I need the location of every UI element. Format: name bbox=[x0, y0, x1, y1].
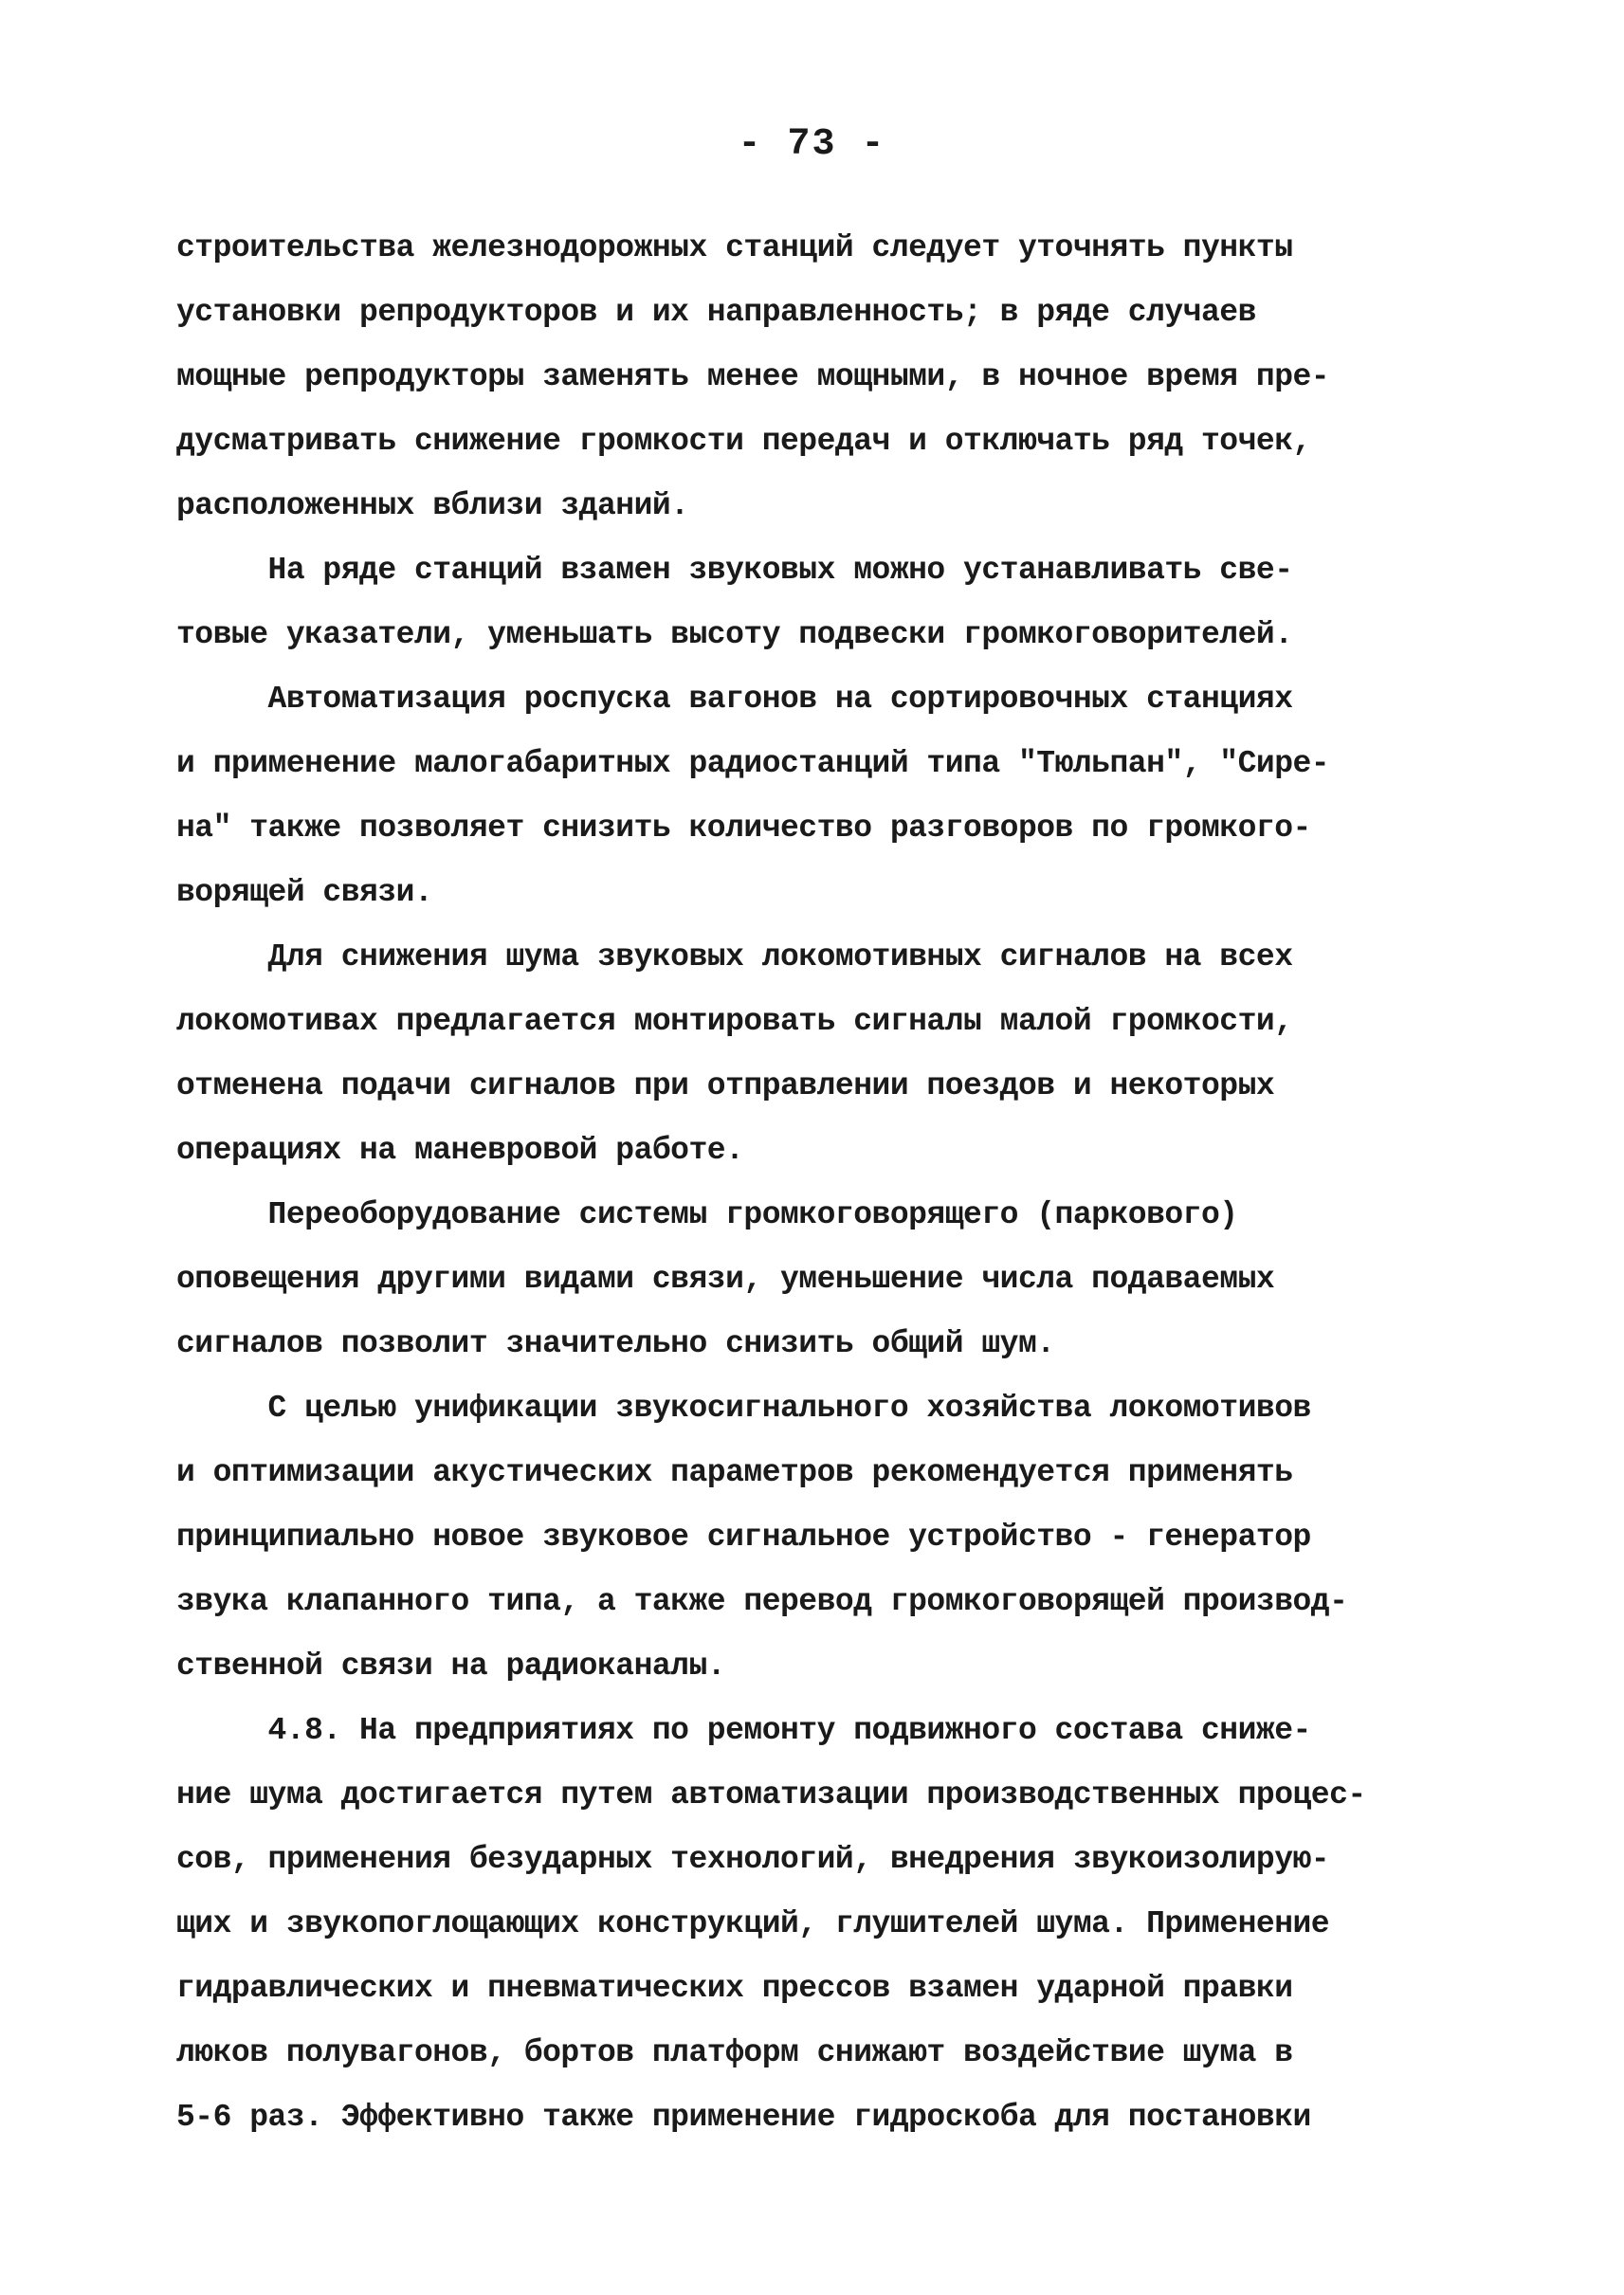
text-line: оповещения другими видами связи, уменьшение числа подаваемых bbox=[176, 1262, 1275, 1297]
text-line: расположенных вблизи зданий. bbox=[176, 488, 689, 523]
text-line: щих и звукопоглощающих конструкций, глушителей шума. Применение bbox=[176, 1906, 1330, 1941]
text-line: строительства железнодорожных станций следует уточнять пункты bbox=[176, 230, 1293, 265]
text-line: сигналов позволит значительно снизить общий шум. bbox=[176, 1326, 1055, 1361]
text-line: сов, применения безударных технологий, внедрения звукоизолирую- bbox=[176, 1842, 1330, 1877]
text-line: ворящей связи. bbox=[176, 875, 433, 910]
text-line: дусматривать снижение громкости передач и отключать ряд точек, bbox=[176, 424, 1311, 459]
text-line: и оптимизации акустических параметров рекомендуется применять bbox=[176, 1455, 1293, 1490]
text-line: установки репродукторов и их направленность; в ряде случаев bbox=[176, 295, 1256, 330]
text-line: звука клапанного типа, а также перевод громкоговорящей производ- bbox=[176, 1584, 1348, 1619]
text-line: принципиально новое звуковое сигнальное устройство - генератор bbox=[176, 1520, 1311, 1555]
body-text bbox=[176, 216, 1466, 2150]
text-line: отменена подачи сигналов при отправлении поездов и некоторых bbox=[176, 1068, 1275, 1103]
text-line: Для снижения шума звуковых локомотивных сигналов на всех bbox=[176, 939, 1293, 974]
text-line: С целью унификации звукосигнального хозяйства локомотивов bbox=[176, 1391, 1311, 1426]
text-line: Переоборудование системы громкоговорящего (паркового) bbox=[176, 1197, 1238, 1232]
text-line: мощные репродукторы заменять менее мощными, в ночное время пре- bbox=[176, 359, 1330, 394]
text-line: ственной связи на радиоканалы. bbox=[176, 1648, 726, 1684]
page-number: - 73 - bbox=[738, 123, 886, 166]
text-line: 4.8. На предприятиях по ремонту подвижного состава сниже- bbox=[176, 1713, 1311, 1748]
text-line: на" также позволяет снизить количество разговоров по громкого- bbox=[176, 811, 1311, 846]
text-line: люков полувагонов, бортов платформ снижают воздействие шума в bbox=[176, 2035, 1293, 2070]
text-line: товые указатели, уменьшать высоту подвески громкоговорителей. bbox=[176, 617, 1293, 652]
text-line: операциях на маневровой работе. bbox=[176, 1133, 744, 1168]
text-line: ние шума достигается путем автоматизации производственных процес- bbox=[176, 1777, 1366, 1812]
text-line: 5-6 раз. Эффективно также применение гидроскоба для постановки bbox=[176, 2100, 1311, 2135]
text-line: и применение малогабаритных радиостанций типа "Тюльпан", "Сире- bbox=[176, 746, 1330, 781]
text-line: На ряде станций взамен звуковых можно устанавливать све- bbox=[176, 553, 1293, 588]
text-line: локомотивах предлагается монтировать сигналы малой громкости, bbox=[176, 1004, 1293, 1039]
text-line: гидравлических и пневматических прессов взамен ударной правки bbox=[176, 1971, 1293, 2006]
text-line: Автоматизация роспуска вагонов на сортировочных станциях bbox=[176, 682, 1293, 717]
